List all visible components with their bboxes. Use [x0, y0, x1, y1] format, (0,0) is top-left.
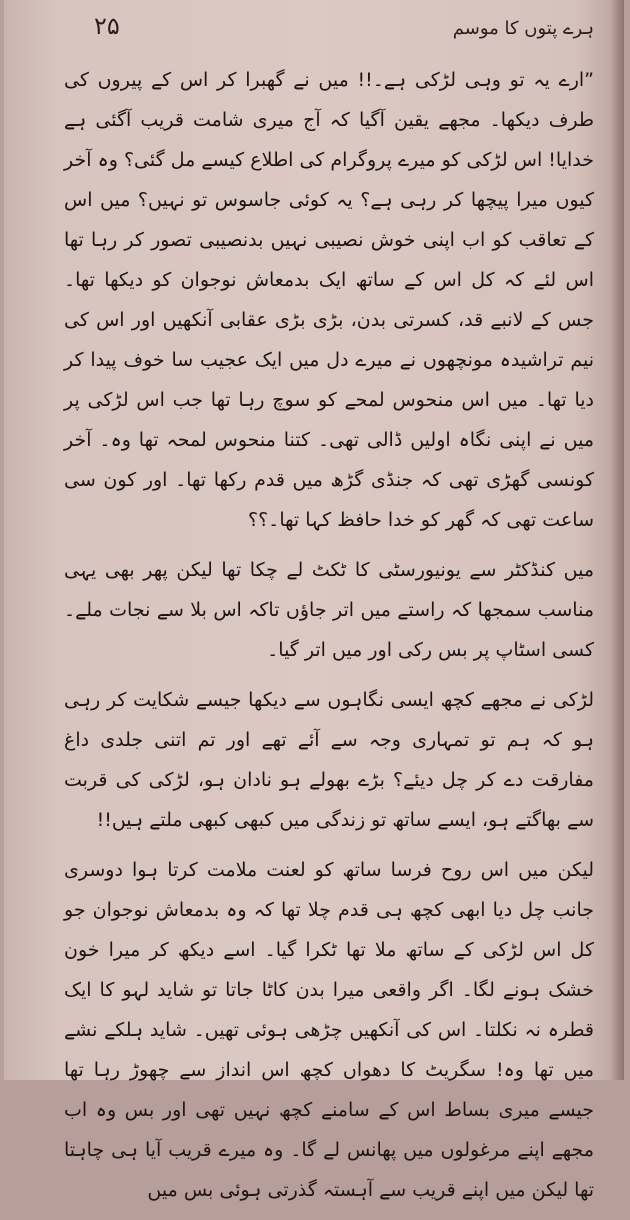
- paragraph-3: لڑکی نے مجھے کچھ ایسی نگاہوں سے دیکھا جیسے شکایت کر رہی ہو کہ ہم تو تمہاری وجہ سے آئے تھے اور تم اتنی جلدی داغ مفارقت دے کر چل دیئے؟ بڑے بھولے ہو نادان ہو، لڑکی کی قربت سے بھاگتے ہو، ایسے ساتھ تو زندگی میں کبھی کبھی ملتے ہیں!!: [64, 689, 594, 831]
- page-number: ۲۵: [94, 12, 120, 40]
- book-page: [4, 0, 624, 1201]
- body-text: [64, 60, 594, 1220]
- paragraph-2: میں کنڈکٹر سے یونیورسٹی کا ٹکٹ لے چکا تھا لیکن پھر بھی یہی مناسب سمجھا کہ راستے میں اتر جاؤں تاکہ اس بلا سے نجات ملے۔ کسی اسٹاپ پر بس رکی اور میں اتر گیا۔: [64, 559, 594, 661]
- running-head: ہرے پتوں کا موسم: [452, 18, 594, 39]
- paragraph-4: لیکن میں اس روح فرسا ساتھ کو لعنت ملامت کرتا ہوا دوسری جانب چل دیا ابھی کچھ ہی قدم چلا تھا کہ وہ بدمعاش نوجوان جو کل اس لڑکی کے ساتھ ملا تھا ٹکرا گیا۔ اسے دیکھ کر میرا خون خشک ہونے لگا۔ اگر واقعی میرا بدن کاٹا جاتا تو شاید لہو کا ایک قطرہ نہ نکلتا۔ اس کی آنکھیں چڑھی ہوئی تھیں۔ شاید ہلکے نشے میں تھا وہ! سگریٹ کا دھواں کچھ اس انداز سے چھوڑ رہا تھا جیسے میری بساط اس کے سامنے کچھ نہیں تھی اور بس وہ اب مجھے اپنے مرغولوں میں پھانس لے گا۔ وہ میرے قریب آیا ہی چاہتا تھا لیکن میں اپنے قریب سے آہستہ گذرتی ہوئی بس میں: [64, 859, 594, 1201]
- paragraph-1: ”ارے یہ تو وہی لڑکی ہے۔!! میں نے گھبرا کر اس کے پیروں کی طرف دیکھا۔ مجھے یقین آگیا کہ آج میری شامت قریب آگئی ہے خدایا! اس لڑکی کو میرے پروگرام کی اطلاع کیسے مل گئی؟ وہ آخر کیوں میرا پیچھا کر رہی ہے؟ یہ کوئی جاسوس تو نہیں؟ میں اس کے تعاقب کو اب اپنی خوش نصیبی نہیں بدنصیبی تصور کر رہا تھا اس لئے کہ کل اس کے ساتھ ایک بدمعاش نوجوان کو دیکھا تھا۔ جس کے لانبے قد، کسرتی بدن، بڑی بڑی عقابی آنکھیں اور اس کی نیم تراشیدہ مونچھوں نے میرے دل میں ایک عجیب سا خوف پیدا کر دیا تھا۔ میں اس منحوس لمحے کو سوچ رہا تھا جب اس لڑکی پر میں نے اپنی نگاہ اولیں ڈالی تھی۔ کتنا منحوس لمحہ تھا وہ۔ آخر کونسی گھڑی تھی کہ جنڈی گڑھ میں قدم رکھا تھا۔ اور کون سی ساعت تھی کہ گھر کو خدا حافظ کہا تھا۔؟؟: [64, 69, 594, 531]
- page-edge-shadow: [610, 0, 624, 1080]
